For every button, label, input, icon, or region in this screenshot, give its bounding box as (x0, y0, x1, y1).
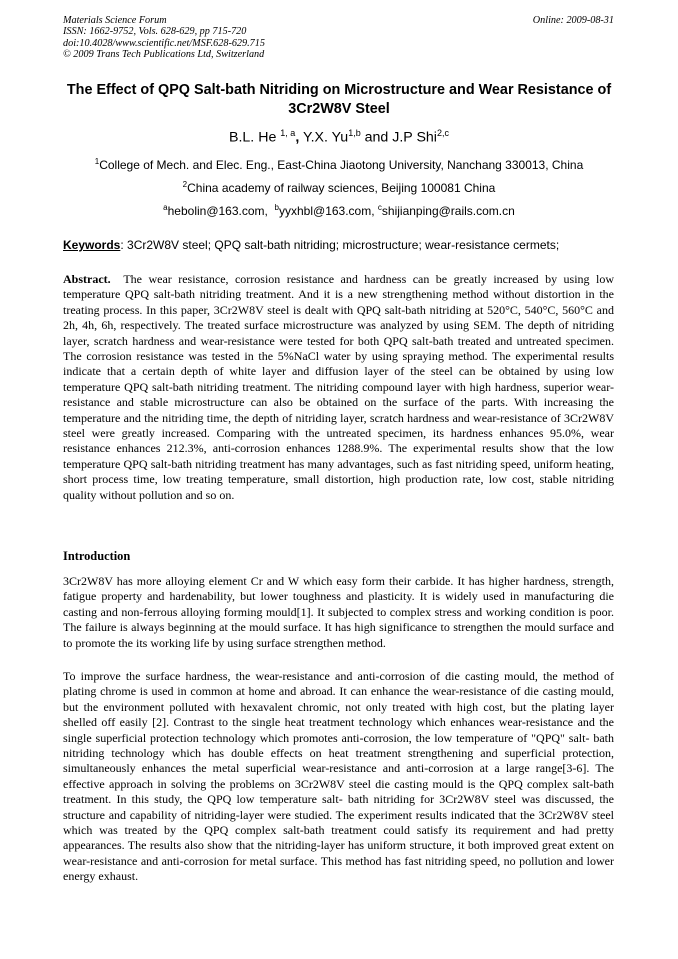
email-c[interactable]: shijianping@rails.com.cn (381, 204, 515, 218)
keywords-label: Keywords (63, 238, 121, 252)
abstract-label: Abstract. (63, 272, 111, 286)
email-c-marker: c (377, 203, 382, 212)
abstract (63, 272, 614, 503)
affiliation-2 (0, 180, 678, 195)
author-1-affil: 1, a (280, 128, 296, 138)
paper-title: The Effect of QPQ Salt-bath Nitriding on Microstructure and Wear Resistance of 3Cr2W8V Steel (66, 82, 612, 117)
email-a-marker: a (163, 203, 168, 212)
author-2-affil: 1,b (348, 128, 361, 138)
journal-header (63, 15, 265, 60)
introduction-paragraph-1 (63, 574, 614, 651)
affiliation-2-text: China academy of railway sciences, Beijing 100081 China (187, 181, 496, 195)
email-b-marker: b (274, 203, 279, 212)
affiliation-2-marker: 2 (182, 180, 188, 189)
copyright-line: © 2009 Trans Tech Publications Ltd, Switzerland (63, 48, 265, 60)
author-3-affil: 2,c (436, 128, 449, 138)
affiliation-1-text: College of Mech. and Elec. Eng., East-China Jiaotong University, Nanchang 330013, China (99, 158, 584, 172)
keywords-line (63, 238, 559, 252)
author-1: B.L. He (229, 129, 277, 146)
author-separator: , (295, 129, 300, 146)
doi-line: doi:10.4028/www.scientific.net/MSF.628-629.715 (63, 37, 265, 49)
email-b[interactable]: yyxhbl@163.com, (279, 204, 375, 218)
affiliation-1 (0, 157, 678, 172)
keywords-text: : 3Cr2W8V steel; QPQ salt-bath nitriding; microstructure; wear-resistance cermets; (120, 238, 560, 252)
author-2: Y.X. Yu (299, 129, 349, 146)
author-separator: and (360, 129, 393, 146)
introduction-paragraph-1-text: 3Cr2W8V has more alloying element Cr and W which easy form their carbide. It has higher hardness, strength, fatigue property and hardenability, but lower toughness and plasticity. It is widely used in manufacturing die casting and non-ferrous alloying forming mould[1]. It subjected to complex stress and working condition is poor. The failure is always beginning at the mould surface. It has high significance to strengthen the mould surface and to promote the its working life by using surface strengthen method. (63, 574, 614, 650)
author-3: J.P Shi (392, 129, 437, 146)
email-line (0, 203, 678, 218)
journal-name: Materials Science Forum (63, 15, 167, 26)
introduction-heading: Introduction (63, 549, 131, 563)
abstract-text: The wear resistance, corrosion resistance and hardness can be greatly increased by using low temperature QPQ salt-bath nitriding treatment. And it is a new strengthening method without distortion in the treating process. In this paper, 3Cr2W8V steel is dealt with QPQ salt-bath nitriding at 520°C, 540°C, 560°C and 2h, 4h, 6h, respectively. The treated surface microstructure was analyzed by using SEM. The depth of nitriding layer, scratch hardness and wear-resistance were tested for both QPQ salt-bath treated and untreated specimen. The corrosion resistance was tested in the 5%NaCl water by using spraying method. The experimental results indicate that a certain depth of white layer and diffusion layer of the steel can be obtained by using low temperature QPQ salt-bath nitriding treatment. The nitriding compound layer with high hardness, superior wear-resistance and stable microstructure can also be obtained on the surface of the parts. With increasing the temperature and the nitriding time, the depth of nitriding layer, scratch hardness and wear-resistance of 3Cr2W8V steel were greatly increased. Comparing with the untreated specimen, its hardness enhances 95.0%, wear resistance enhances 212.3%, anti-corrosion enhances 1288.9%. The experimental results show that the low temperature QPQ salt-bath nitriding treatment has many advantages, such as fast nitriding speed, uniform heating, short process time, low treating temperature, small distortion, high production rate, low cost, stable nitriding quality without pollution and so on. (63, 272, 614, 502)
introduction-paragraph-2 (63, 669, 614, 885)
online-date: Online: 2009-08-31 (532, 15, 614, 26)
email-a[interactable]: hebolin@163.com, (167, 204, 268, 218)
issn-line: ISSN: 1662-9752, Vols. 628-629, pp 715-720 (63, 26, 247, 38)
affiliation-1-marker: 1 (94, 157, 100, 166)
author-line (0, 128, 678, 146)
introduction-paragraph-2-text: To improve the surface hardness, the wear-resistance and anti-corrosion of die casting mould, the method of plating chrome is used in common at home and abroad. It can enhance the wear-resistance of die casting mould, but the environment polluted with hexavalent chromic, not only treated with high cost, but the plating layer shelled off easily [2]. Contrast to the single heat treatment technology which enhances wear-resistance and the single superficial protection technology which promotes anti-corrosion, the low temperature of "QPQ" salt- bath nitriding technology which has double effects on heat treatment strengthening and superficial protection, simultaneously enhances the metal superficial wear-resistance and anti-corrosion at a large range[3-6]. The effective approach in solving the problems on 3Cr2W8V steel die casting mould is the QPQ complex salt-bath treatment. In this study, the QPQ low temperature salt- bath nitriding for 3Cr2W8V steel was discussed, the structure and capability of nitriding-layer were studied. The experiment results indicated that the 3Cr2W8V steel which was treated by the QPQ complex salt-bath treatment could satisfy its requirement and had pretty appearances. The results also show that the nitriding-layer has uniform structure, it both improved great extent on wear-resistance and anti-corrosion for metal surface. This method has fast nitriding speed, no pollution and lower energy exhaust. (63, 669, 614, 884)
